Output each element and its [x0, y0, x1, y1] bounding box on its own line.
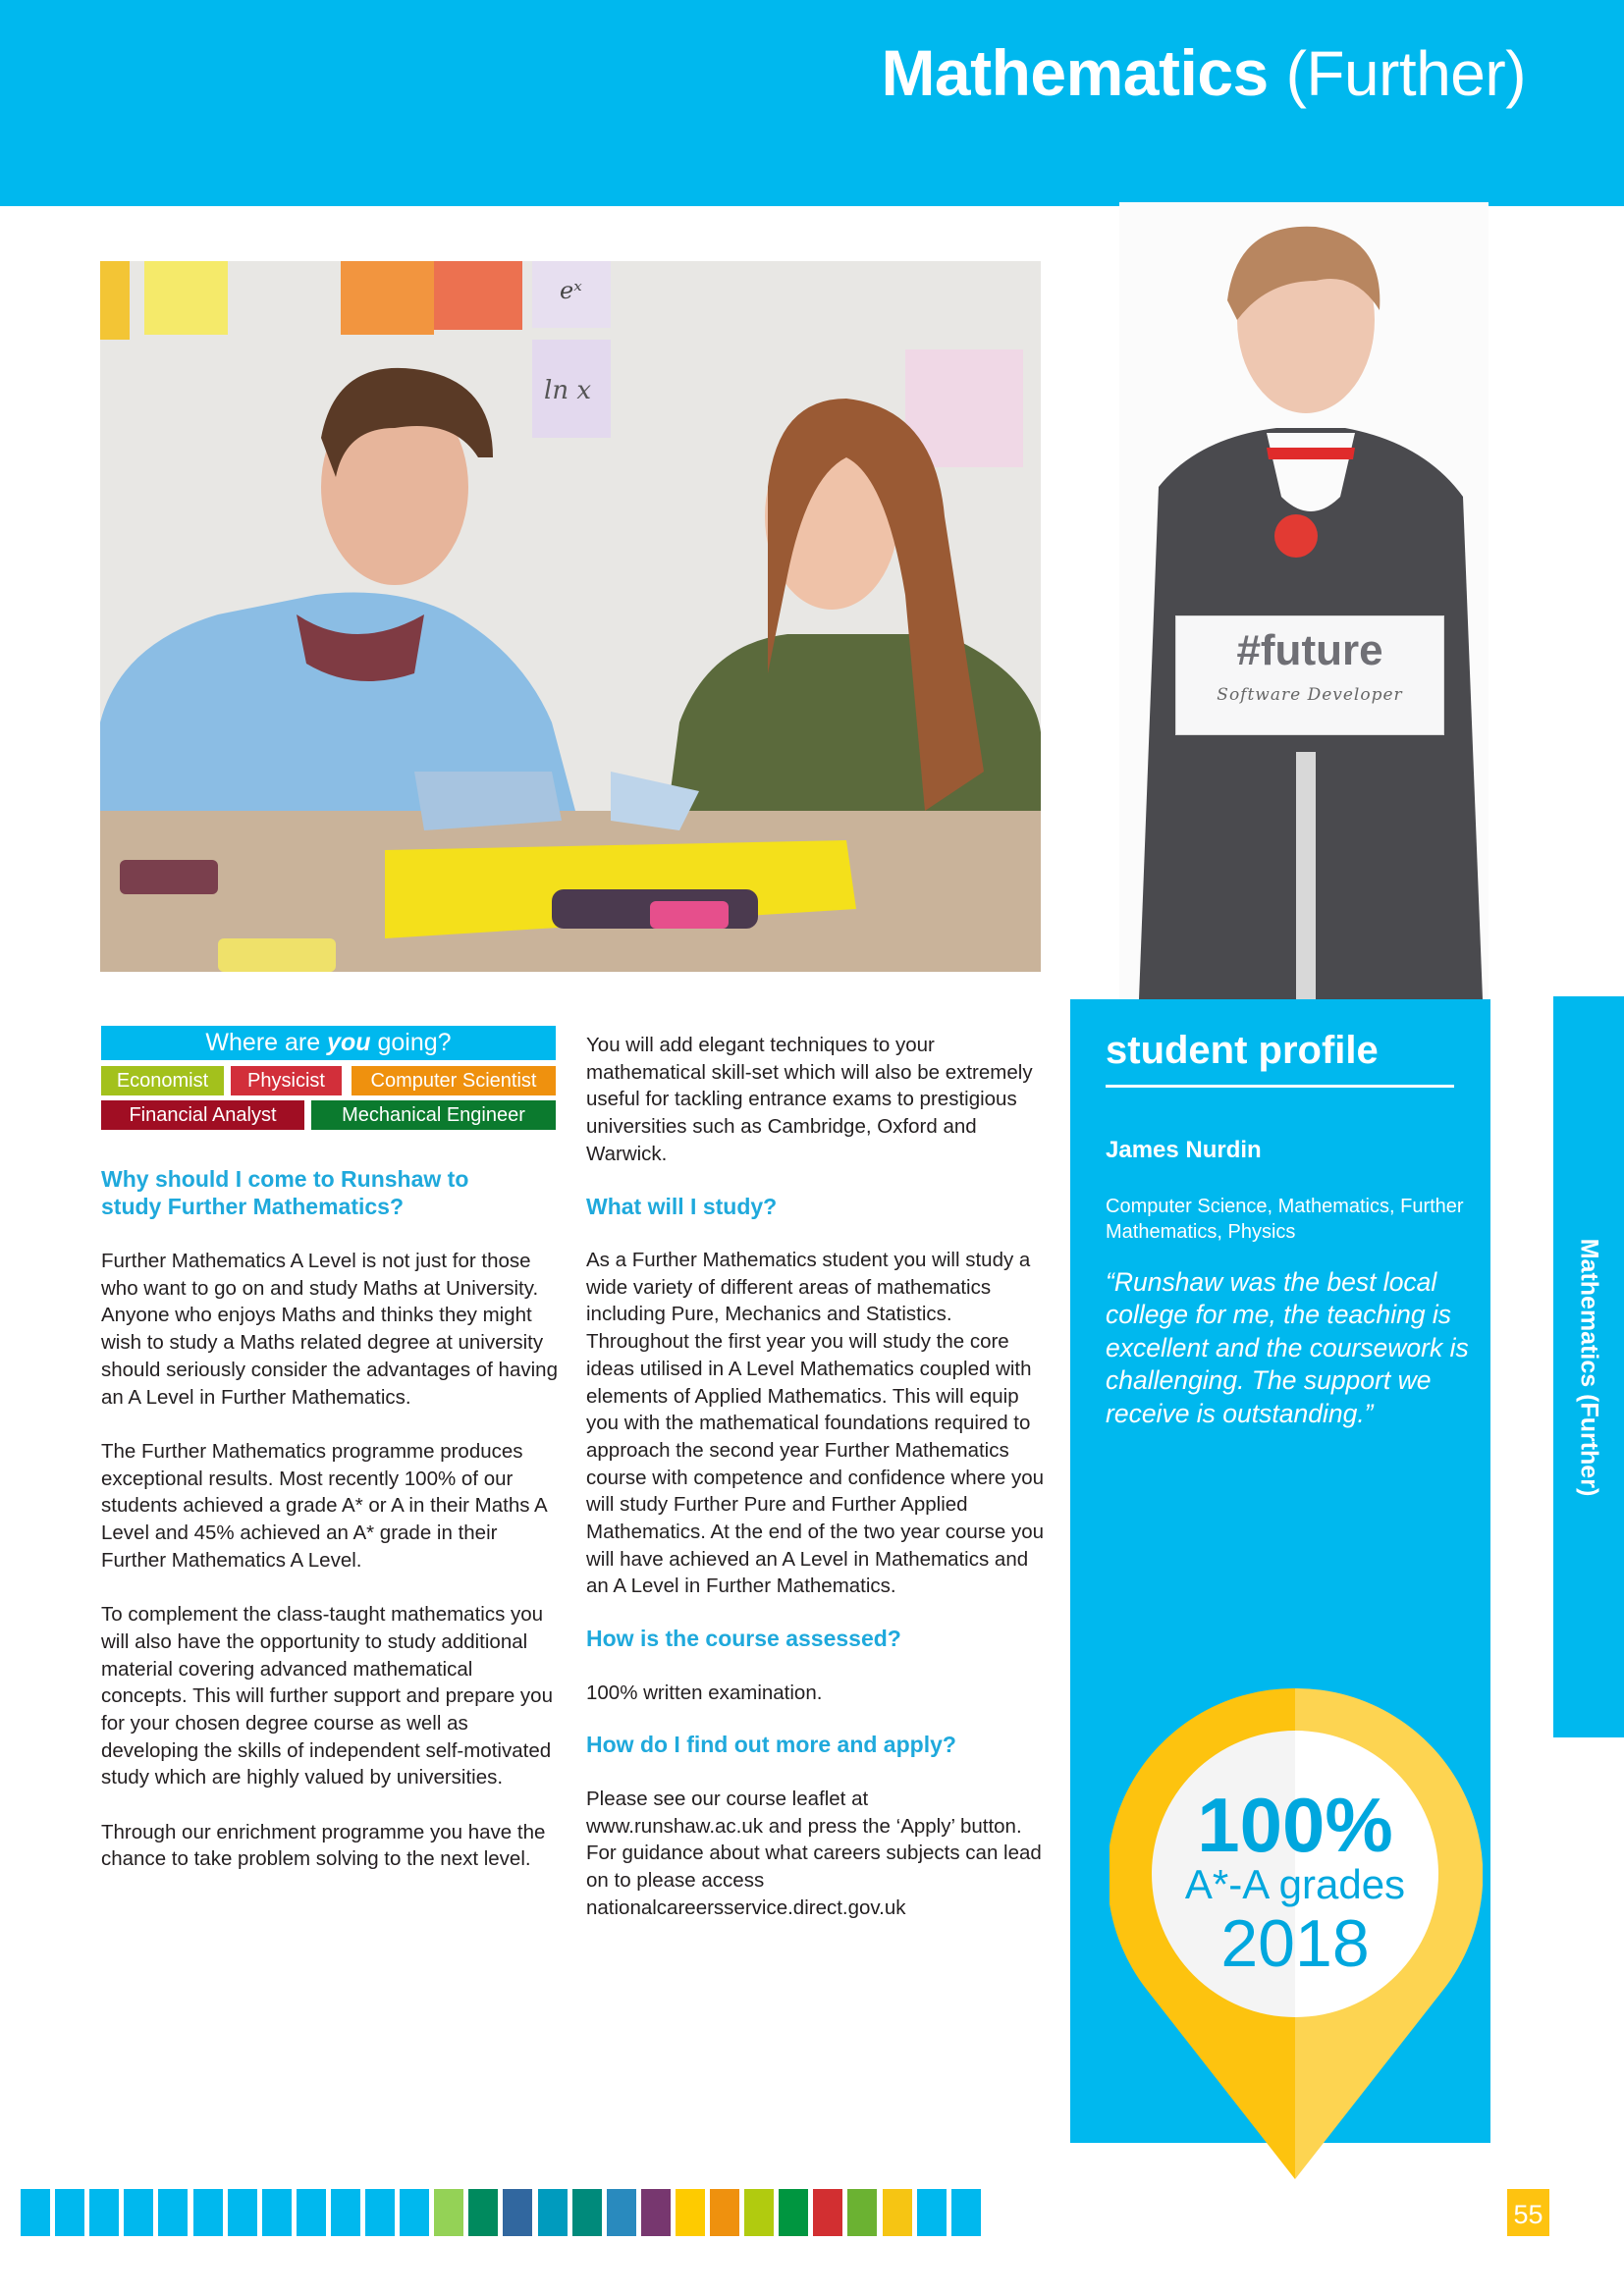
profile-name: James Nurdin: [1106, 1137, 1262, 1163]
wall-card-ex: eˣ: [560, 277, 582, 304]
classroom-photo-illustration: [100, 261, 1041, 972]
career-tag-economist: Economist: [101, 1066, 224, 1095]
colour-strip-square: [262, 2189, 292, 2236]
colour-strip-square: [883, 2189, 912, 2236]
careers-heading-em: you: [327, 1029, 371, 1056]
colour-strip-square: [951, 2189, 981, 2236]
colour-strip-square: [193, 2189, 223, 2236]
colour-strip-square: [744, 2189, 774, 2236]
colour-strip-square: [89, 2189, 119, 2236]
colour-strip-square: [503, 2189, 532, 2236]
classroom-photo: [100, 261, 1041, 972]
page-title: [881, 37, 1526, 109]
why-paragraph: Further Mathematics A Level is not just for those who want to go on and study Maths at University. Anyone who enjoys Maths and thinks they might wish to study a Maths related degree at university should seriously consider the advantages of having an A Level in Further Mathematics.: [101, 1250, 558, 1409]
colour-strip-square: [365, 2189, 395, 2236]
stat-year: 2018: [1220, 1906, 1370, 1981]
stat-value: 100%: [1197, 1782, 1393, 1868]
colour-strip-square: [228, 2189, 257, 2236]
profile-divider: [1106, 1085, 1454, 1088]
colour-strip-square: [847, 2189, 877, 2236]
colour-strip-square: [917, 2189, 947, 2236]
career-tag-financial-analyst: Financial Analyst: [101, 1100, 304, 1130]
page-title-light: (Further): [1285, 38, 1526, 109]
careers-heading-post: going?: [370, 1029, 452, 1056]
colour-strip-square: [331, 2189, 360, 2236]
colour-strip-square: [21, 2189, 50, 2236]
why-runshaw-heading: Why should I come to Runshaw to study Further Mathematics?: [101, 1166, 469, 1219]
careers-heading-pre: Where are: [205, 1029, 328, 1056]
intro-paragraph: You will add elegant techniques to your mathematical skill-set which will also be extremely useful for tackling entrance exams to prestigious universities such as Cambridge, Oxford and Warwick.: [586, 1034, 1033, 1165]
page-header: [0, 0, 1624, 206]
profile-subjects: Computer Science, Mathematics, Further Mathematics, Physics: [1106, 1196, 1464, 1243]
student-portrait-illustration: [1119, 202, 1489, 999]
future-sign: [1176, 616, 1443, 734]
colour-strip-square: [572, 2189, 602, 2236]
what-study-body: As a Further Mathematics student you will study a wide variety of different areas of mathematics including Pure, Mechanics and Statistics. Throughout the first year you will study the core ideas utilised in A Level Mathematics coupled with elements of Applied Mathematics. This will equip you with the mathematical foundations required to approach the second year Further Mathematics course with competence and confidence where you will study Further Pure and Further Applied Mathematics. At the end of the two year course you will have achieved an A Level in Mathematics and an A Level in Further Mathematics.: [586, 1249, 1045, 1598]
why-paragraph: To complement the class-taught mathematics you will also have the opportunity to study additional material covering advanced mathematical concepts. This will further support and prepare you for your chosen degree course as well as developing the skills of independent self-motivated study which are highly valued by universities.: [101, 1603, 553, 1789]
stat-map-pin: [1110, 1688, 1483, 2179]
colour-strip-square: [124, 2189, 153, 2236]
colour-strip-square: [400, 2189, 429, 2236]
apply-heading: How do I find out more and apply?: [586, 1732, 956, 1758]
sign-hashtag: #future: [1236, 626, 1383, 674]
side-section-tab: [1553, 996, 1624, 1737]
colour-strip-square: [607, 2189, 636, 2236]
colour-strip-square: [468, 2189, 498, 2236]
profile-title: student profile: [1106, 1029, 1379, 1072]
colour-strip-square: [641, 2189, 671, 2236]
careers-heading: [101, 1026, 556, 1060]
colour-strip-square: [710, 2189, 739, 2236]
colour-strip-square: [676, 2189, 705, 2236]
career-tag-physicist: Physicist: [231, 1066, 342, 1095]
colour-strip-square: [779, 2189, 808, 2236]
side-tab-label: Mathematics (Further): [1575, 1238, 1603, 1496]
colour-strip-square: [813, 2189, 842, 2236]
column-why-runshaw: [101, 1166, 563, 1873]
colour-strip-square: [434, 2189, 463, 2236]
apply-body: Please see our course leaflet at www.runshaw.ac.uk and press the ‘Apply’ button. For guidance about what careers subjects can lead on to please access nationalcareersservice.direct.gov.uk: [586, 1787, 1042, 1919]
stat-label: A*-A grades: [1184, 1861, 1406, 1907]
why-paragraph: Through our enrichment programme you have the chance to take problem solving to the next level.: [101, 1820, 546, 1871]
colour-strip-square: [55, 2189, 84, 2236]
colour-strip-square: [297, 2189, 326, 2236]
student-portrait-photo: [1119, 202, 1489, 999]
career-tag-mechanical-engineer: Mechanical Engineer: [311, 1100, 556, 1130]
career-tag-computer-scientist: Computer Scientist: [352, 1066, 556, 1095]
why-paragraph: The Further Mathematics programme produces exceptional results. Most recently 100% of our students achieved a grade A* or A in their Maths A Level and 45% achieved an A* grade in their Further Mathematics A Level.: [101, 1439, 547, 1572]
sign-handwriting: Software Developer: [1217, 685, 1403, 705]
column-study-details: [586, 1032, 1048, 1921]
assessed-body: 100% written examination.: [586, 1681, 823, 1704]
colour-strip-square: [538, 2189, 568, 2236]
colour-strip-square: [158, 2189, 188, 2236]
page-title-bold: Mathematics: [881, 36, 1269, 109]
wall-card-lnx: ln x: [544, 376, 591, 405]
assessed-heading: How is the course assessed?: [586, 1626, 901, 1652]
what-study-heading: What will I study?: [586, 1193, 778, 1219]
profile-quote: “Runshaw was the best local college for me, the teaching is excellent and the coursework is challenging. The support we receive is outstanding.”: [1106, 1267, 1469, 1428]
page-number: 55: [1507, 2189, 1549, 2236]
